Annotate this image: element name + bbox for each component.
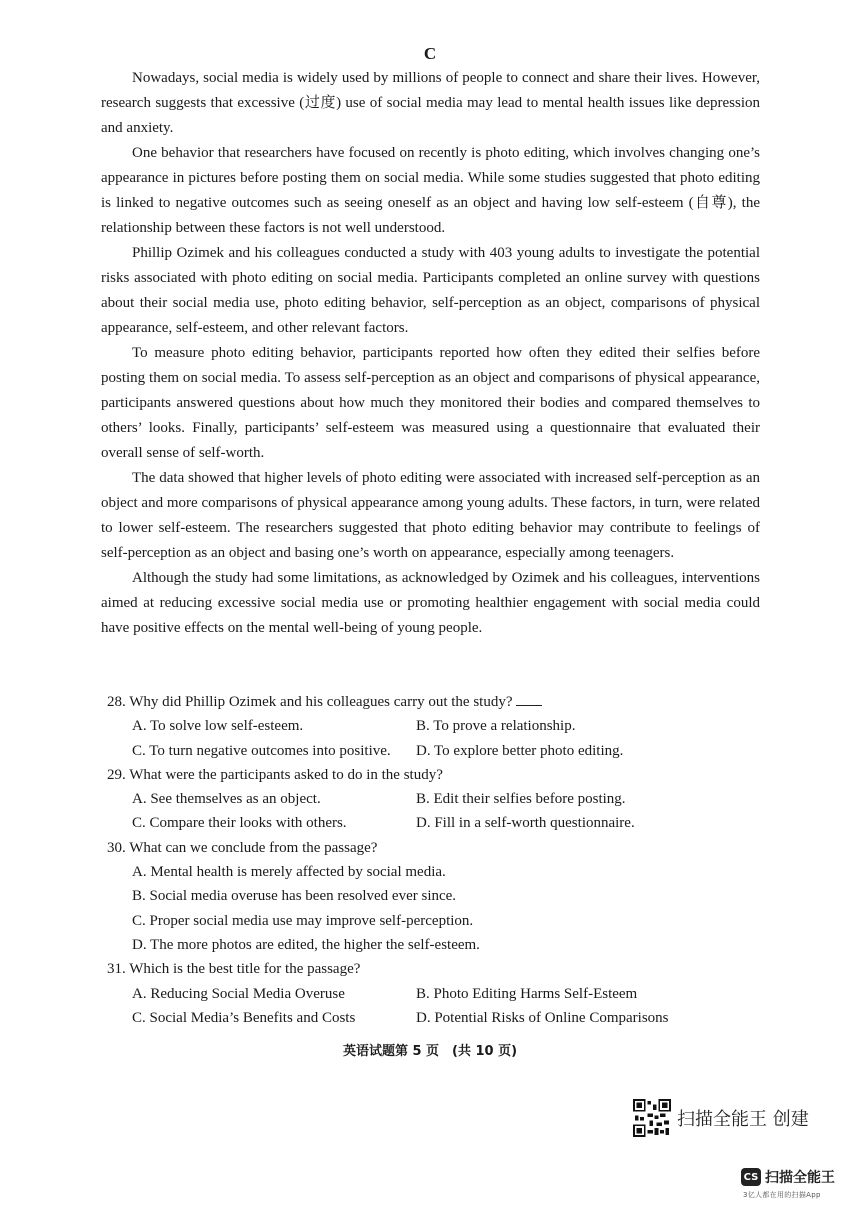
- option-a: A. See themselves as an object.: [132, 791, 321, 808]
- option-a: A. Mental health is merely affected by social media.: [132, 864, 446, 881]
- option-d: D. To explore better photo editing.: [416, 742, 624, 759]
- passage-paragraph-2: One behavior that researchers have focused on recently is photo editing, which involves changing one’s appearance in pictures before posting them on social media. While some studies suggested that photo editing is linked to negative outcomes such as seeing oneself as an object and having low self-esteem (自尊), the relationship between these factors is not well understood.: [101, 145, 760, 236]
- option-c: C. To turn negative outcomes into positive.: [132, 742, 391, 759]
- passage-paragraph-3: Phillip Ozimek and his colleagues conducted a study with 403 young adults to investigate the potential risks associated with photo editing on social media. Participants completed an online survey with questions about their social media use, photo editing behavior, self-perception as an object, comparisons of physical appearance, self-esteem, and other relevant factors.: [101, 245, 760, 336]
- option-d: D. Potential Risks of Online Comparisons: [416, 1009, 669, 1026]
- option-d: D. Fill in a self-worth questionnaire.: [416, 815, 635, 832]
- option-c: C. Compare their looks with others.: [132, 815, 347, 832]
- brand-logo: [741, 1167, 835, 1200]
- option-a: A. Reducing Social Media Overuse: [132, 985, 345, 1002]
- question-31: [107, 957, 707, 1030]
- qr-code-icon: [633, 1099, 671, 1137]
- option-c: C. Proper social media use may improve self-perception.: [132, 912, 474, 929]
- passage-paragraph-6: Although the study had some limitations, as acknowledged by Ozimek and his colleagues, interventions aimed at reducing excessive social media use or promoting healthier engagement with social media could have positive effects on the mental well-being of young people.: [101, 570, 760, 636]
- passage-paragraph-5: The data showed that higher levels of photo editing were associated with increased self-perception as an object and more comparisons of physical appearance among young adults. These factors, in turn, were related to lower self-esteem. The researchers suggested that photo editing behavior may contribute to feelings of self-perception as an object and basing one’s worth on appearance, especially among teenagers.: [101, 470, 760, 561]
- scanner-watermark: [633, 1099, 809, 1137]
- question-30: [107, 836, 707, 957]
- option-b: B. To prove a relationship.: [416, 718, 576, 735]
- page-footer: 英语试题第 5 页 (共 10 页): [342, 1044, 518, 1059]
- passage-paragraph-4: To measure photo editing behavior, participants reported how often they edited their selfies before posting them on social media. To assess self-perception as an object and comparisons of physical appearance, participants answered questions about how much they monitored their bodies and compared themselves to others’ looks. Finally, participants’ self-esteem was measured using a questionnaire that evaluated their overall sense of self-worth.: [101, 345, 760, 461]
- brand-name: 扫描全能王: [765, 1170, 835, 1186]
- question-29: [107, 763, 707, 836]
- watermark-text: 扫描全能王 创建: [677, 1109, 809, 1130]
- option-b: B. Edit their selfies before posting.: [416, 791, 626, 808]
- answer-blank: [516, 693, 542, 706]
- section-heading: C: [423, 44, 437, 63]
- question-28: [107, 690, 707, 763]
- option-b: B. Social media overuse has been resolved ever since.: [132, 888, 457, 905]
- question-stem: 29. What were the participants asked to do in the study?: [107, 766, 443, 783]
- reading-passage: [101, 66, 760, 641]
- option-c: C. Social Media’s Benefits and Costs: [132, 1009, 356, 1026]
- passage-paragraph-1: Nowadays, social media is widely used by millions of people to connect and share their lives. However, research suggests that excessive (过度) use of social media may lead to mental health issues like depression and anxiety.: [101, 70, 760, 136]
- question-stem: 30. What can we conclude from the passage?: [107, 839, 378, 856]
- camscanner-logo-icon: CS: [741, 1168, 761, 1186]
- question-stem: 31. Which is the best title for the passage?: [107, 961, 361, 978]
- option-b: B. Photo Editing Harms Self-Esteem: [416, 985, 638, 1002]
- question-stem: 28. Why did Phillip Ozimek and his colleagues carry out the study?: [107, 694, 513, 710]
- option-a: A. To solve low self-esteem.: [132, 718, 304, 735]
- option-d: D. The more photos are edited, the higher the self-esteem.: [132, 936, 480, 953]
- question-list: [107, 690, 707, 1030]
- brand-tagline: 3亿人都在用的扫描App: [743, 1191, 821, 1199]
